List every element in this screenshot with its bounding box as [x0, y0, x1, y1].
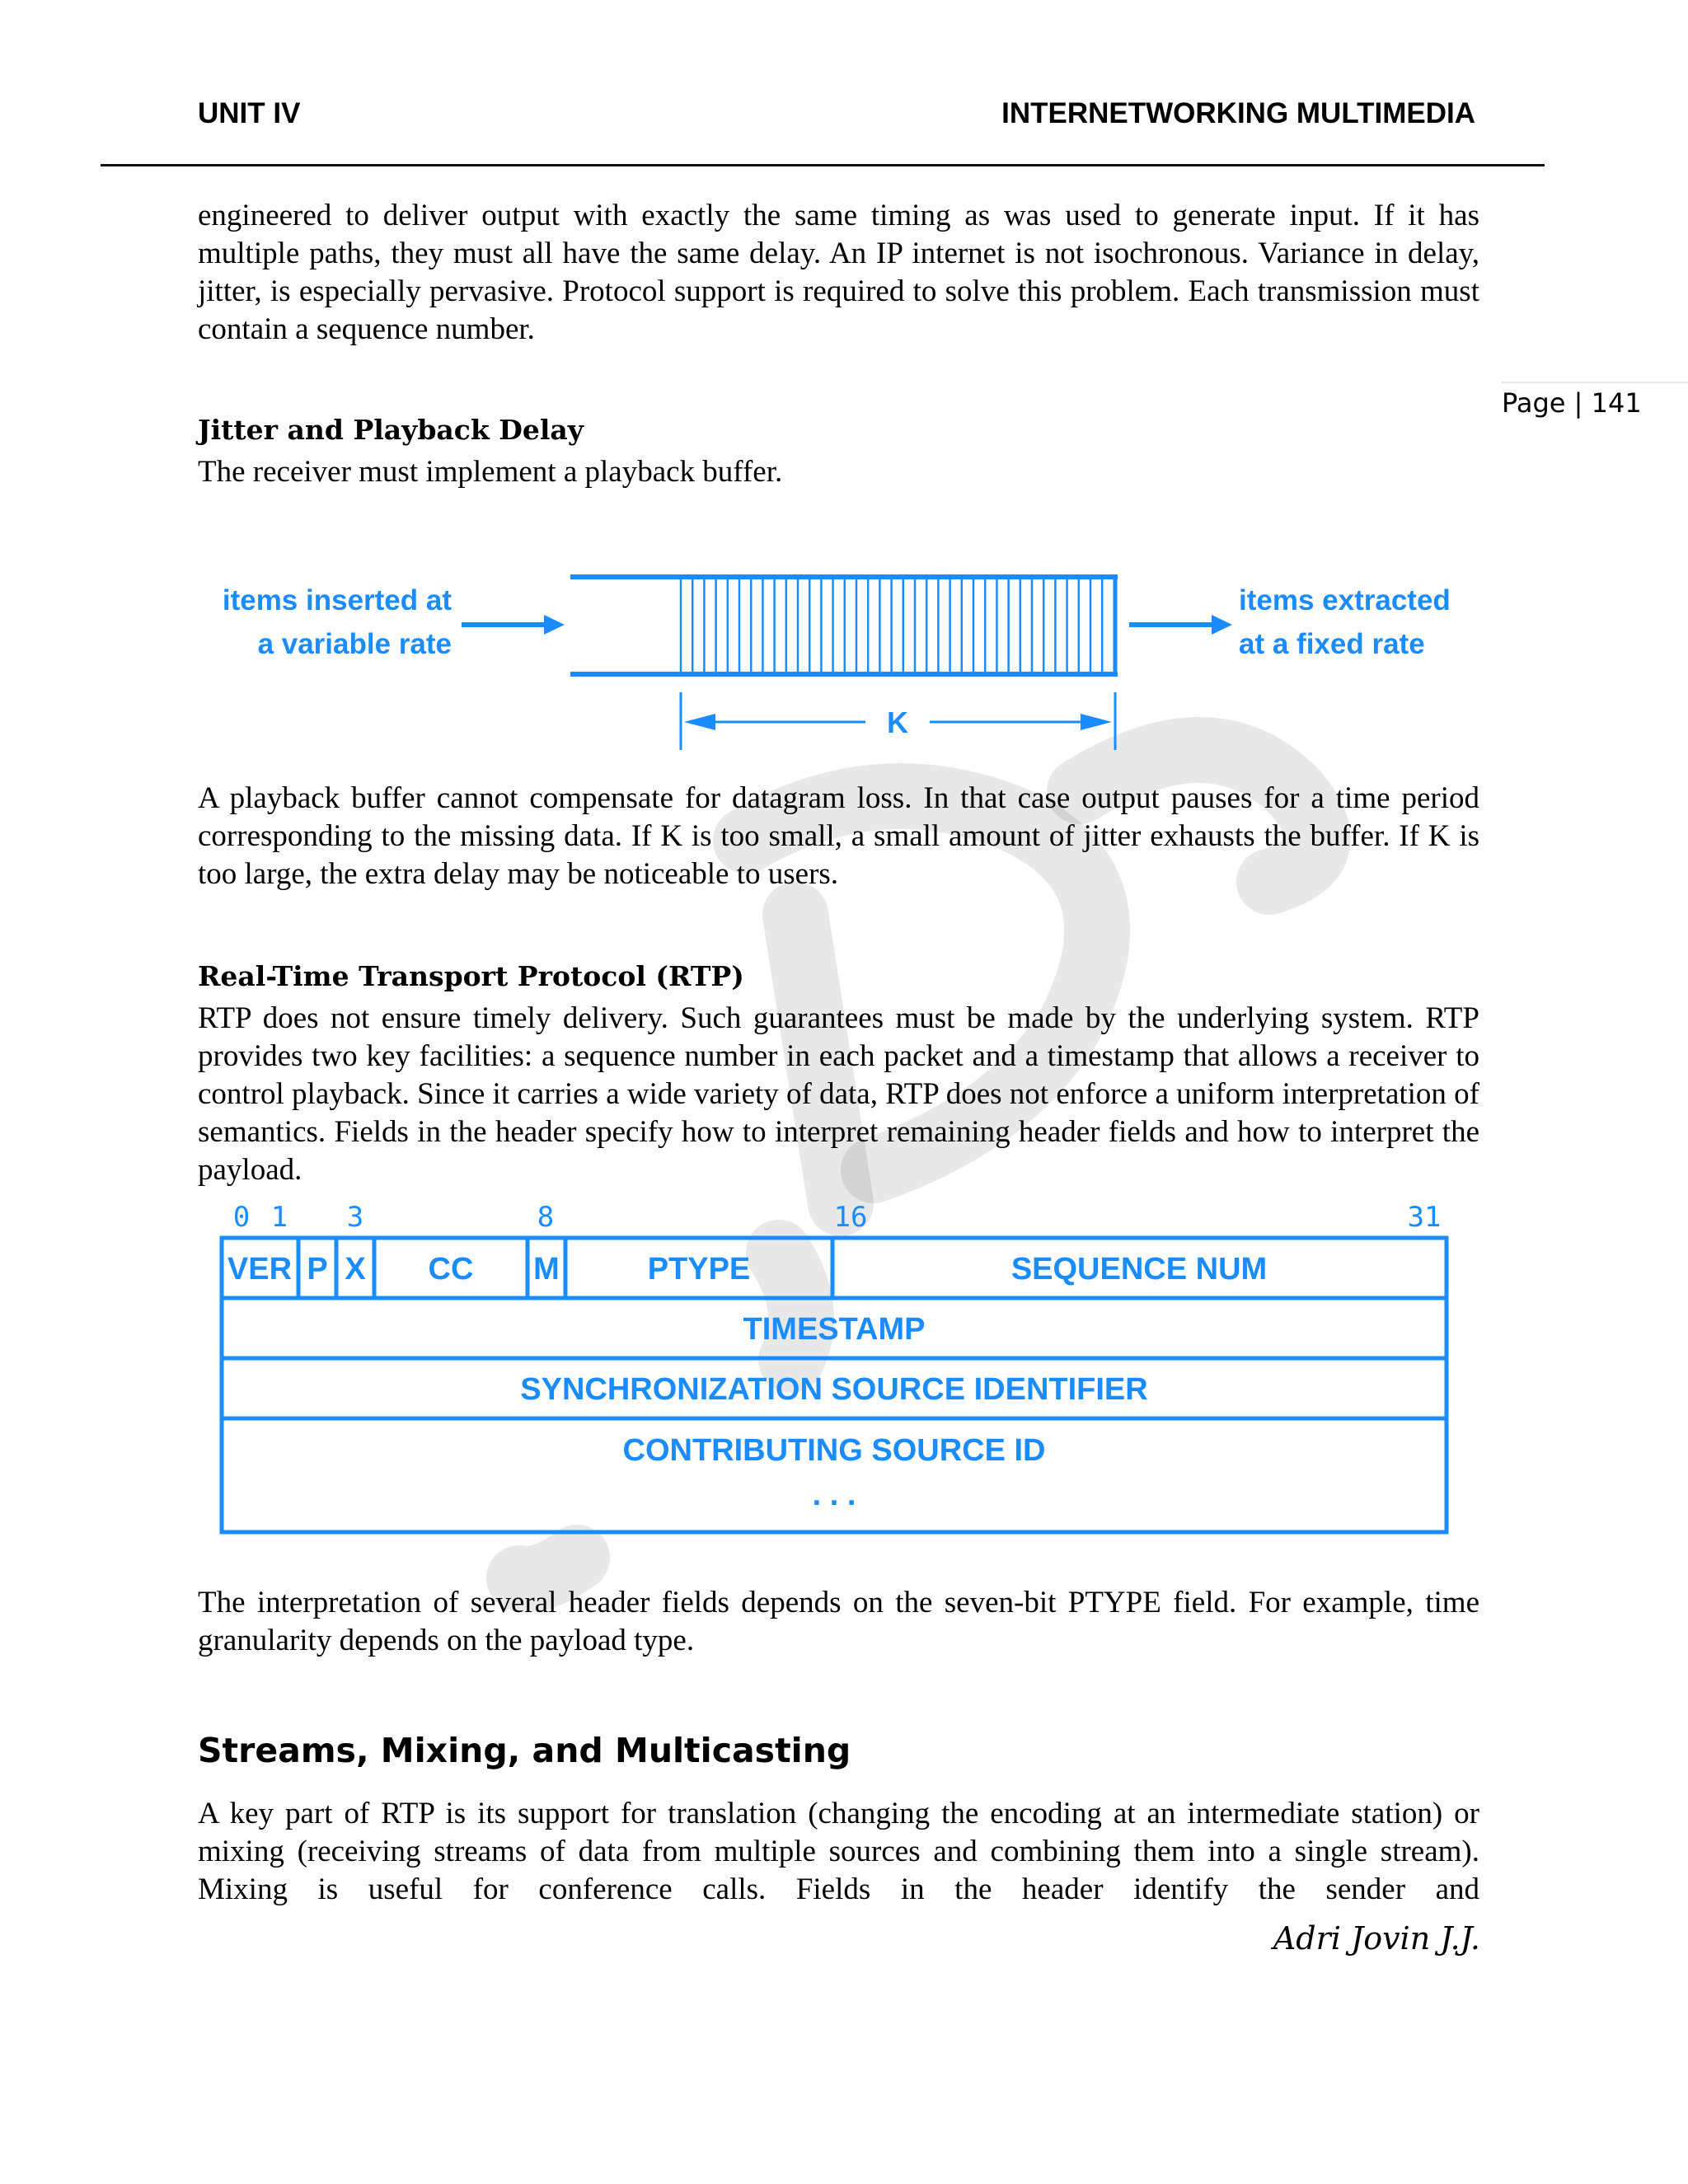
page-number: Page | 141	[1502, 387, 1642, 419]
rtp-text: RTP does not ensure timely delivery. Such guarantees must be made by the underlying system. RTP provides two key facilities: a sequence number in each packet and a timestamp that allows a receiver to control playback. Since it carries a wide variety of data, RTP does not enforce a uniform interpretation of semantics. Fields in the header specify how to interpret remaining header fields and how to interpret the payload.	[198, 1001, 1479, 1187]
header-divider	[101, 164, 1545, 166]
right-label-line-1: items extracted	[1239, 584, 1451, 616]
streams-text: A key part of RTP is its support for translation (changing the encoding at an intermediate station) or mixing (receiving streams of data from multiple sources and combining them into a single stream). Mixing is useful for conference calls. Fields in the header identify the sender and	[198, 1797, 1479, 1906]
intro-text: engineered to deliver output with exactly the same timing as was used to generate input. If it has multiple paths, they must all have the same delay. An IP internet is not isochronous. Variance in delay, jitter, is especially pervasive. Protocol support is required to solve this problem. Each transmission must contain a sequence number.	[198, 199, 1479, 346]
streams-paragraph	[198, 1795, 1479, 1909]
rtp-heading: Real-Time Transport Protocol (RTP)	[198, 960, 744, 992]
field-p: P	[307, 1252, 328, 1286]
k-label: K	[887, 705, 908, 739]
field-csrc-more: . . .	[812, 1478, 856, 1512]
header-title: INTERNETWORKING MULTIMEDIA	[1001, 97, 1475, 129]
jitter-heading: Jitter and Playback Delay	[198, 414, 584, 446]
intro-paragraph	[198, 197, 1479, 349]
rtp-paragraph	[198, 1000, 1479, 1189]
buffer-paragraph	[198, 780, 1479, 893]
field-ptype: PTYPE	[647, 1252, 751, 1286]
field-cc: CC	[428, 1252, 474, 1286]
bit-label-8: 8	[537, 1201, 555, 1234]
page-number-divider	[1502, 382, 1688, 383]
bit-label-31: 31	[1407, 1201, 1442, 1234]
streams-heading: Streams, Mixing, and Multicasting	[198, 1731, 851, 1770]
ptype-paragraph	[198, 1584, 1479, 1660]
left-label-line-2: a variable rate	[257, 628, 452, 660]
field-x: X	[345, 1252, 366, 1286]
bit-label-16: 16	[833, 1201, 868, 1234]
bit-label-0: 0	[232, 1201, 251, 1234]
jitter-text: The receiver must implement a playback buffer.	[198, 455, 783, 489]
bit-label-1: 1	[270, 1201, 288, 1234]
buffer-text: A playback buffer cannot compensate for datagram loss. In that case output pauses for a time period corresponding to the missing data. If K is too small, a small amount of jitter exhausts the buffer. If K is too large, the extra delay may be noticeable to users.	[198, 781, 1479, 891]
header-unit: UNIT IV	[198, 97, 301, 129]
field-csrc: CONTRIBUTING SOURCE ID	[622, 1433, 1046, 1468]
field-m: M	[533, 1252, 560, 1286]
field-ssrc: SYNCHRONIZATION SOURCE IDENTIFIER	[520, 1372, 1148, 1407]
left-label-line-1: items inserted at	[222, 584, 452, 616]
field-ver: VER	[227, 1252, 293, 1286]
field-timestamp: TIMESTAMP	[743, 1312, 926, 1347]
field-sequence-num: SEQUENCE NUM	[1010, 1252, 1268, 1286]
right-label-line-2: at a fixed rate	[1239, 628, 1425, 660]
author-signature: Adri Jovin J.J.	[1273, 1920, 1480, 1957]
ptype-text: The interpretation of several header fields depends on the seven-bit PTYPE field. For example, time granularity depends on the payload type.	[198, 1586, 1479, 1657]
bit-label-3: 3	[346, 1201, 364, 1234]
